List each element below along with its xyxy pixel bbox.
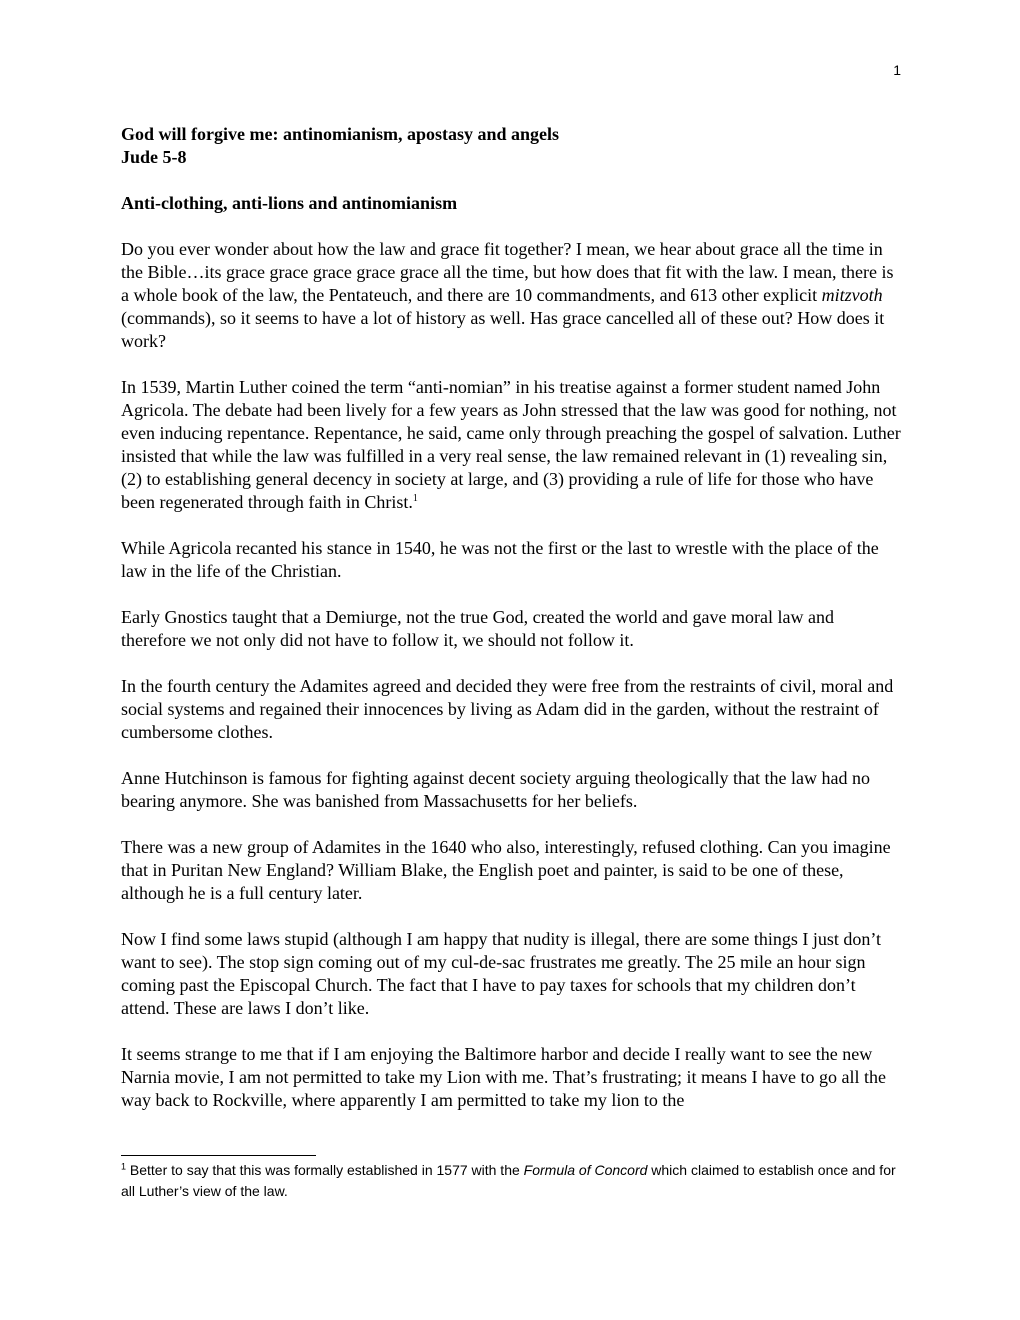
- section-heading: Anti-clothing, anti-lions and antinomianism: [121, 193, 458, 213]
- paragraph-3: While Agricola recanted his stance in 1540, he was not the first or the last to wrestle with the place of the law in the life of the Christian.: [121, 538, 879, 581]
- paragraph-1-text-b: (commands), so it seems to have a lot of history as well. Has grace cancelled all of these out? How does it work?: [121, 308, 885, 351]
- document-body: [121, 123, 903, 1112]
- footnote-reference[interactable]: 1: [412, 493, 418, 504]
- footnote-marker: 1: [121, 1161, 127, 1172]
- footnote-divider: [121, 1155, 316, 1156]
- footnote: [121, 1160, 903, 1202]
- paragraph-9: It seems strange to me that if I am enjoying the Baltimore harbor and decide I really want to see the new Narnia movie, I am not permitted to take my Lion with me. That’s frustrating; it means I have to go all the way back to Rockville, where apparently I am permitted to take my lion to the: [121, 1044, 886, 1110]
- paragraph-2-text: In 1539, Martin Luther coined the term “anti-nomian” in his treatise against a former student named John Agricola. The debate had been lively for a few years as John stressed that the law was good for nothing, not even inducing repentance. Repentance, he said, came only through preaching the gospel of salvation. Luther insisted that while the law was fulfilled in a very real sense, the law remained relevant in (1) revealing sin, (2) to establishing general decency in society at large, and (3) providing a rule of life for those who have been regenerated through faith in Christ.: [121, 377, 901, 512]
- paragraph-2: [121, 376, 903, 514]
- page-number: 1: [893, 62, 901, 78]
- paragraph-1-text-a: Do you ever wonder about how the law and grace fit together? I mean, we hear about grace all the time in the Bible…its grace grace grace grace grace all the time, but how does that fit with the law. I mean, there is a whole book of the law, the Pentateuch, and there are 10 commandments, and 613 other explicit: [121, 239, 894, 305]
- paragraph-1-italic-term: mitzvoth: [821, 285, 883, 305]
- paragraph-1: [121, 238, 903, 353]
- footnote-text-a: Better to say that this was formally established in 1577 with the: [126, 1162, 524, 1178]
- paragraph-4: Early Gnostics taught that a Demiurge, not the true God, created the world and gave moral law and therefore we not only did not have to follow it, we should not follow it.: [121, 607, 834, 650]
- document-title: God will forgive me: antinomianism, apostasy and angels: [121, 124, 560, 144]
- scripture-reference: Jude 5-8: [121, 147, 187, 167]
- paragraph-7: There was a new group of Adamites in the 1640 who also, interestingly, refused clothing. Can you imagine that in Puritan New England? William Blake, the English poet and painter, is said to be one of these, although he is a full century later.: [121, 837, 891, 903]
- paragraph-6: Anne Hutchinson is famous for fighting against decent society arguing theologically that the law had no bearing anymore. She was banished from Massachusetts for her beliefs.: [121, 768, 870, 811]
- footnote-italic-title: Formula of Concord: [523, 1162, 648, 1178]
- paragraph-5: In the fourth century the Adamites agreed and decided they were free from the restraints of civil, moral and social systems and regained their innocences by living as Adam did in the garden, without the restraint of cumbersome clothes.: [121, 676, 894, 742]
- paragraph-8: Now I find some laws stupid (although I am happy that nudity is illegal, there are some things I just don’t want to see). The stop sign coming out of my cul-de-sac frustrates me greatly. The 25 mile an hour sign coming past the Episcopal Church. The fact that I have to pay taxes for schools that my children don’t attend. These are laws I don’t like.: [121, 929, 882, 1018]
- footnote-text-b: which claimed to establish once and for all Luther’s view of the law.: [121, 1162, 896, 1199]
